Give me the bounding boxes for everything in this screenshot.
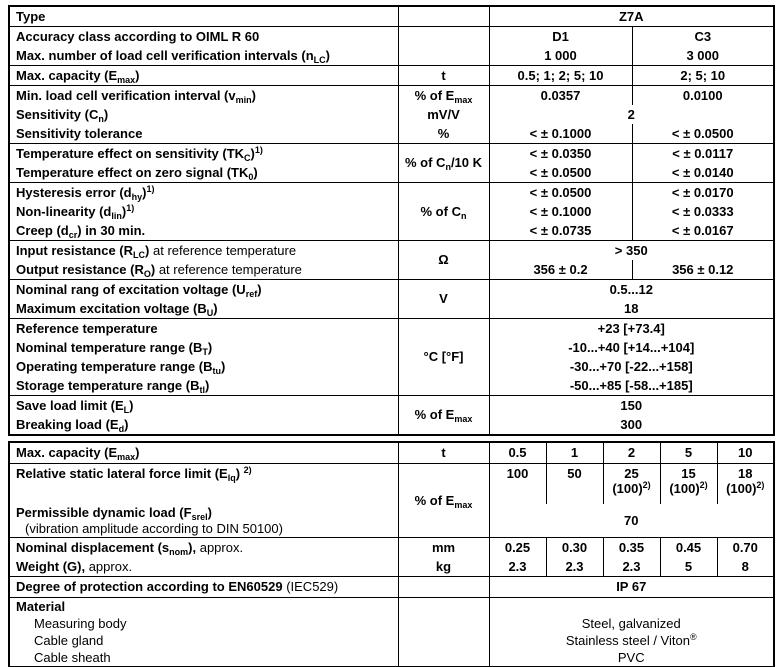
param-label: Measuring body <box>34 615 127 631</box>
param-label: Cable gland <box>34 632 104 648</box>
row-sensitivity <box>9 105 774 124</box>
value-cell-d1: < ± 0.0350 <box>489 144 632 164</box>
value-cell-d1: < ± 0.0500 <box>489 163 632 183</box>
unit-label: % of $E_{max}$ <box>398 396 489 436</box>
value-cell-c3: 3 000 <box>632 46 774 66</box>
row-protection-degree <box>9 577 774 598</box>
value-cell-d1: 0.0357 <box>489 86 632 106</box>
unit-label: t <box>398 66 489 86</box>
param-label: Output resistance $(R_O)$ at reference temperature <box>16 261 302 279</box>
row-nominal-temp-range <box>9 338 774 357</box>
param-label: Sensitivity $(C_n)$ <box>16 106 109 124</box>
row-max-capacity <box>9 66 774 86</box>
value-cell: Steel, galvanized <box>489 615 774 632</box>
value-cell-1t: 50 <box>546 464 603 505</box>
row-material-header <box>9 598 774 616</box>
value-cell-c3: 0.0100 <box>632 86 774 106</box>
value-cell: > 350 <box>489 241 774 261</box>
row-type <box>9 6 774 27</box>
param-label: Weight (G), approx. <box>16 558 133 574</box>
value-cell-c3: 356 ± 0.12 <box>632 260 774 280</box>
value-cell: 300 <box>489 415 774 435</box>
value-cell-5t: 0.45 <box>660 538 717 558</box>
unit-label: Ω <box>398 241 489 280</box>
unit-label: % of $C_n$ <box>398 183 489 241</box>
param-label: Input resistance $(R_{LC})$ at reference temperature <box>9 241 398 261</box>
row-dynamic-load <box>9 504 774 538</box>
value-cell: 18 <box>489 299 774 319</box>
param-label-main: Permissible dynamic load $(F_{srel})$ <box>16 505 212 523</box>
row-sensitivity-tolerance <box>9 124 774 144</box>
value-cell-2t: 2.3 <box>603 557 660 577</box>
value-cell-c3: 2; 5; 10 <box>632 66 774 86</box>
param-label-note: (vibration amplitude according to DIN 50100) <box>25 520 283 536</box>
value-cell-d1: 0.5; 1; 2; 5; 10 <box>489 66 632 86</box>
row-temp-effect-zero <box>9 163 774 183</box>
value-cell: PVC <box>489 649 774 667</box>
value-cell: -10...+40 [+14...+104] <box>489 338 774 357</box>
row-save-load-limit <box>9 396 774 416</box>
unit-label: V <box>398 280 489 319</box>
param-label: Save load limit $(E_L)$ <box>9 396 398 416</box>
param-label: Degree of protection according to EN60529 (IEC529) <box>9 577 398 598</box>
value-cell-0.5t: 0.25 <box>489 538 546 558</box>
value-cell-5t: 5 <box>660 442 717 464</box>
value-cell-d1: < ± 0.0500 <box>489 183 632 203</box>
value-cell: +23 [+73.4] <box>489 319 774 339</box>
value-cell: 150 <box>489 396 774 416</box>
value-cell-d1: D1 <box>489 27 632 47</box>
value-cell: -50...+85 [-58...+185] <box>489 376 774 396</box>
param-label: Nominal rang of excitation voltage $(U_{ref})$ <box>9 280 398 300</box>
row-creep <box>9 221 774 241</box>
value-cell-0.5t: 0.5 <box>489 442 546 464</box>
row-operating-temp-range <box>9 357 774 376</box>
param-label: Temperature effect on sensitivity $(TK_C)^{1)}$ <box>9 144 398 164</box>
value-cell-2t: 25 $(100)^{2)}$ <box>603 464 660 505</box>
row-min-verification-interval <box>9 86 774 106</box>
unit-label <box>398 27 489 47</box>
value-cell-2t: 2 <box>603 442 660 464</box>
unit-label <box>398 46 489 66</box>
value-cell-2t: 0.35 <box>603 538 660 558</box>
row-accuracy-class <box>9 27 774 47</box>
value-cell-d1: < ± 0.1000 <box>489 124 632 144</box>
value-cell-10t: 0.70 <box>717 538 774 558</box>
row-nominal-displacement <box>9 538 774 558</box>
param-label: Maximum excitation voltage $(B_U)$ <box>16 300 218 318</box>
param-label: Sensitivity tolerance <box>16 125 143 141</box>
param-label: Material <box>9 598 398 616</box>
value-cell-0.5t: 2.3 <box>489 557 546 577</box>
unit-label: mm <box>398 538 489 558</box>
param-label: Type <box>16 8 46 24</box>
value-cell-c3: < ± 0.0333 <box>632 202 774 221</box>
row-hysteresis <box>9 183 774 203</box>
param-label: Accuracy class according to OIML R 60 <box>9 27 398 47</box>
param-label: Storage temperature range $(B_{tl})$ <box>16 377 210 395</box>
value-cell-5t: 15 $(100)^{2)}$ <box>660 464 717 505</box>
value-cell: 70 <box>489 504 774 538</box>
row-weight <box>9 557 774 577</box>
param-label: Temperature effect on zero signal $(TK_0)$ <box>16 164 258 182</box>
row-max-capacity-2 <box>9 442 774 464</box>
param-label: Operating temperature range $(B_{tu})$ <box>16 358 226 376</box>
value-cell-c3: C3 <box>632 27 774 47</box>
param-label <box>9 504 398 538</box>
row-non-linearity <box>9 202 774 221</box>
value-cell-c3: < ± 0.0117 <box>632 144 774 164</box>
value-cell: -30...+70 [-22...+158] <box>489 357 774 376</box>
unit-label <box>398 6 489 27</box>
param-label: Nominal temperature range $(B_T)$ <box>16 339 213 357</box>
param-label: Nominal displacement $(s_{nom})$, approx. <box>9 538 398 558</box>
row-storage-temp-range <box>9 376 774 396</box>
value-cell-0.5t: 100 <box>489 464 546 505</box>
row-reference-temperature <box>9 319 774 339</box>
value-cell-1t: 0.30 <box>546 538 603 558</box>
param-label: Non-linearity $(d_{lin})^{1)}$ <box>16 202 135 221</box>
value-cell: 0.5...12 <box>489 280 774 300</box>
unit-label: °C [°F] <box>398 319 489 396</box>
unit-label: t <box>398 442 489 464</box>
param-label: Reference temperature <box>9 319 398 339</box>
value-cell-1t: 1 <box>546 442 603 464</box>
value-cell-d1: < ± 0.0735 <box>489 221 632 241</box>
value-cell-10t: 8 <box>717 557 774 577</box>
general-specs-table <box>8 5 775 436</box>
row-verification-intervals <box>9 46 774 66</box>
value-cell-1t: 2.3 <box>546 557 603 577</box>
row-measuring-body <box>9 615 774 632</box>
row-breaking-load <box>9 415 774 435</box>
row-cable-gland <box>9 632 774 649</box>
value-cell-c3: < ± 0.0500 <box>632 124 774 144</box>
value-cell: Z7A <box>489 6 774 27</box>
value-cell-10t: 10 <box>717 442 774 464</box>
value-cell-d1: 1 000 <box>489 46 632 66</box>
param-label: Max. capacity $(E_{max})$ <box>9 66 398 86</box>
value-cell: 2 <box>489 105 774 124</box>
value-cell: IP 67 <box>489 577 774 598</box>
unit-label: mV/V <box>398 105 489 124</box>
value-cell-10t: 18 $(100)^{2)}$ <box>717 464 774 505</box>
param-label: Max. number of load cell verification intervals $(n_{LC})$ <box>16 47 330 65</box>
param-label: Cable sheath <box>34 649 111 665</box>
value-cell-c3: < ± 0.0170 <box>632 183 774 203</box>
unit-label: kg <box>398 557 489 577</box>
row-cable-sheath <box>9 649 774 667</box>
unit-label: % of $C_n/10$ K <box>398 144 489 183</box>
param-label: Max. capacity $(E_{max})$ <box>16 445 140 463</box>
param-label: Creep $(d_{cr})$ in 30 min. <box>16 222 146 240</box>
value-cell-c3: < ± 0.0140 <box>632 163 774 183</box>
value-cell-d1: 356 ± 0.2 <box>489 260 632 280</box>
value-cell <box>489 598 774 616</box>
param-label: Relative static lateral force limit $(E_{lq})$ $^{2)}$ <box>9 464 398 505</box>
unit-label <box>398 598 489 667</box>
value-cell-5t: 5 <box>660 557 717 577</box>
row-input-resistance <box>9 241 774 261</box>
row-nominal-excitation <box>9 280 774 300</box>
param-label: Breaking load $(E_d)$ <box>16 416 129 434</box>
param-label: Min. load cell verification interval $(v_{min})$ <box>9 86 398 106</box>
unit-label: % of $E_{max}$ <box>398 464 489 538</box>
unit-label: % of $E_{max}$ <box>398 86 489 106</box>
row-lateral-force-limit <box>9 464 774 505</box>
row-max-excitation <box>9 299 774 319</box>
unit-label <box>398 577 489 598</box>
param-label: Hysteresis error $(d_{hy})^{1)}$ <box>9 183 398 203</box>
row-temp-effect-sensitivity <box>9 144 774 164</box>
value-cell-c3: < ± 0.0167 <box>632 221 774 241</box>
value-cell: Stainless steel / Viton® <box>489 632 774 649</box>
row-output-resistance <box>9 260 774 280</box>
capacity-specs-table <box>8 441 775 667</box>
unit-label: % <box>398 124 489 144</box>
value-cell-d1: < ± 0.1000 <box>489 202 632 221</box>
